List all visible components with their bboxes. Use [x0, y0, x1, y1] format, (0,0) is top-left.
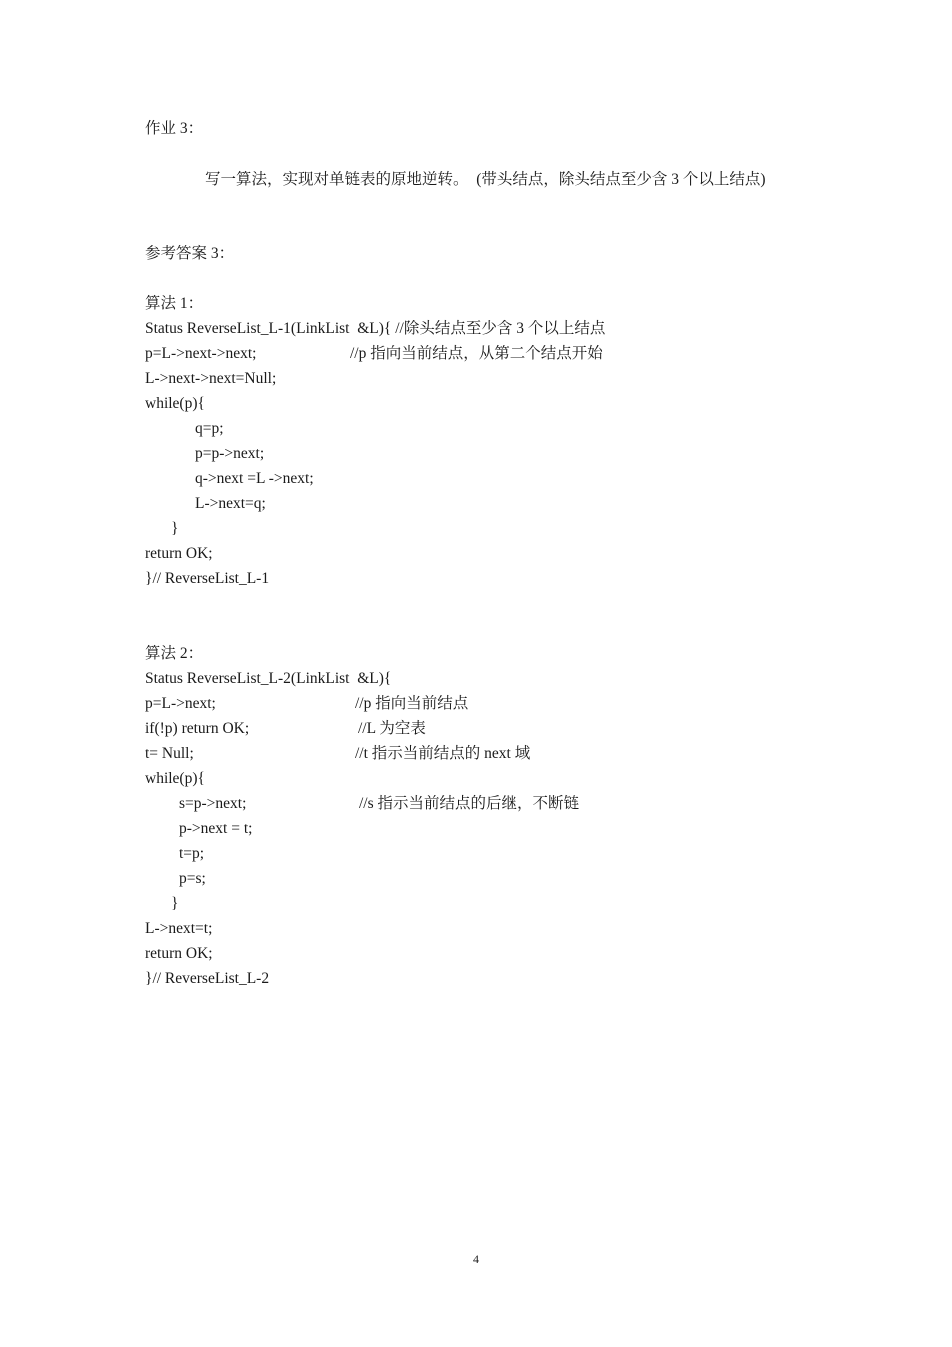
- code-line: while(p){: [145, 770, 205, 787]
- code-line: q->next =L ->next;: [195, 470, 314, 487]
- code-line: Status ReverseList_L-2(LinkList &L){: [145, 670, 392, 687]
- page-number: 4: [473, 1252, 479, 1266]
- code-comment: //p 指向当前结点: [355, 695, 469, 712]
- code-comment: //t 指示当前结点的 next 域: [355, 745, 531, 762]
- code-line: }: [171, 895, 179, 912]
- code-comment: //L 为空表: [358, 720, 426, 737]
- code-line: L->next->next=Null;: [145, 370, 277, 387]
- code-line: return OK;: [145, 545, 213, 562]
- code-line: while(p){: [145, 395, 205, 412]
- code-line: p=L->next->next;: [145, 345, 257, 362]
- code-line: if(!p) return OK;: [145, 720, 250, 737]
- code-line: p=p->next;: [195, 445, 265, 462]
- code-line: }// ReverseList_L-1: [145, 570, 270, 587]
- code-line: t=p;: [179, 845, 205, 862]
- algorithm2-title: 算法 2：: [145, 645, 204, 662]
- code-line: }: [171, 520, 179, 537]
- code-line: p=L->next;: [145, 695, 216, 712]
- code-line: L->next=q;: [195, 495, 266, 512]
- answer-heading: 参考答案 3：: [145, 245, 235, 262]
- code-comment: //p 指向当前结点，从第二个结点开始: [350, 345, 603, 362]
- code-line: q=p;: [195, 420, 224, 437]
- code-line: }// ReverseList_L-2: [145, 970, 270, 987]
- homework-task: 写一算法，实现对单链表的原地逆转。 (带头结点，除头结点至少含 3 个以上结点): [205, 171, 766, 188]
- homework-title: 作业 3：: [145, 120, 204, 137]
- code-line: p=s;: [179, 870, 206, 887]
- code-line: return OK;: [145, 945, 213, 962]
- code-line: t= Null;: [145, 745, 194, 762]
- code-line: s=p->next;: [179, 795, 247, 812]
- code-comment: //s 指示当前结点的后继，不断链: [359, 795, 580, 812]
- algorithm1-title: 算法 1：: [145, 295, 204, 312]
- code-line: p->next = t;: [179, 820, 253, 837]
- code-line: L->next=t;: [145, 920, 213, 937]
- code-line: Status ReverseList_L-1(LinkList &L){ //除头结点至少含 3 个以上结点: [145, 320, 606, 337]
